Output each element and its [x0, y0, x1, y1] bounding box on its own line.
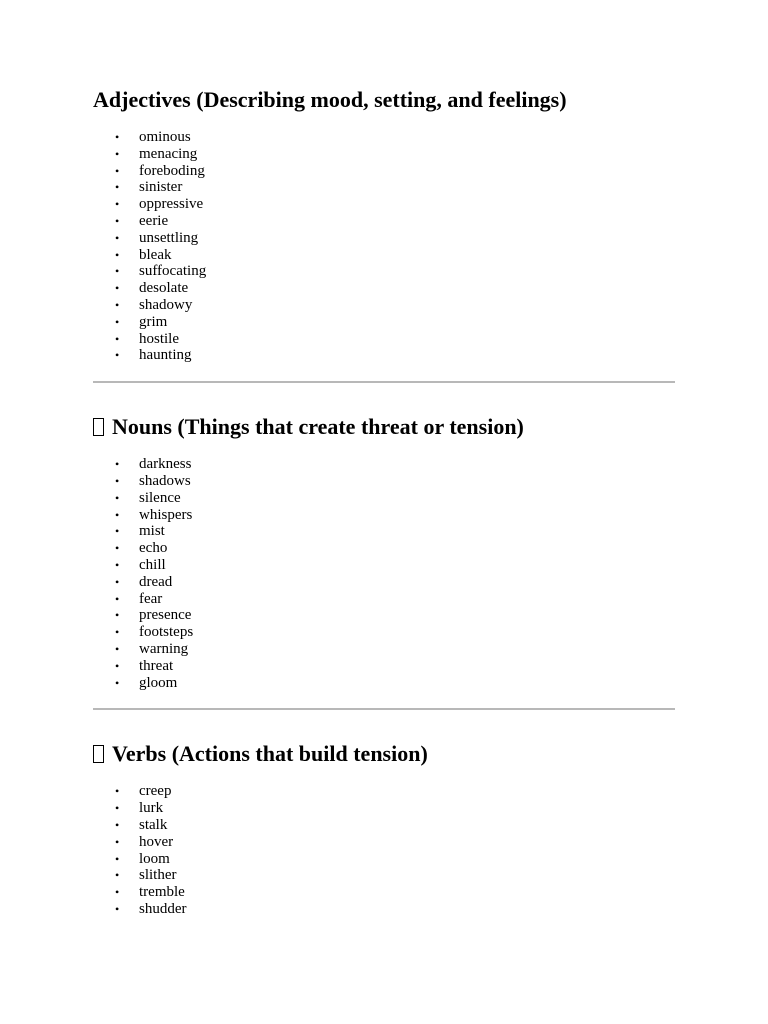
word-list-verbs	[93, 783, 675, 917]
list-item-text: lurk	[139, 800, 164, 817]
section-verbs	[93, 738, 675, 917]
list-item	[93, 247, 675, 264]
list-item	[93, 163, 675, 180]
list-item	[93, 196, 675, 213]
bullet-icon: •	[115, 658, 120, 673]
bullet-icon: •	[115, 507, 120, 522]
list-item-text: stalk	[139, 816, 168, 833]
list-item	[93, 607, 675, 624]
list-item-text: loom	[139, 850, 170, 867]
section-nouns	[93, 411, 675, 691]
section-title-verbs: Verbs (Actions that build tension)	[93, 738, 675, 770]
list-item-text: footsteps	[139, 624, 194, 641]
section-title-nouns: Nouns (Things that create threat or tension)	[93, 411, 675, 443]
list-item-text: darkness	[139, 456, 192, 473]
bullet-icon: •	[115, 331, 120, 346]
list-item-text: echo	[139, 540, 168, 557]
list-item	[93, 507, 675, 524]
list-item	[93, 834, 675, 851]
list-item	[93, 591, 675, 608]
list-item-text: hover	[139, 833, 174, 850]
list-item	[93, 213, 675, 230]
list-item-text: creep	[139, 783, 172, 800]
list-item-text: mist	[139, 523, 165, 540]
list-item	[93, 314, 675, 331]
list-item	[93, 851, 675, 868]
bullet-icon: •	[115, 574, 120, 589]
bullet-icon: •	[115, 641, 120, 656]
bullet-icon: •	[115, 264, 120, 279]
list-item	[93, 331, 675, 348]
bullet-icon: •	[115, 901, 120, 916]
list-item	[93, 297, 675, 314]
bullet-icon: •	[115, 834, 120, 849]
list-item	[93, 280, 675, 297]
list-item-text: unsettling	[139, 229, 199, 246]
list-item	[93, 901, 675, 918]
bullet-icon: •	[115, 247, 120, 262]
list-item-text: grim	[139, 313, 168, 330]
list-item-text: gloom	[139, 674, 178, 691]
list-item	[93, 783, 675, 800]
bullet-icon: •	[115, 625, 120, 640]
list-item-text: tremble	[139, 884, 185, 901]
list-item	[93, 574, 675, 591]
list-item-text: ominous	[139, 129, 191, 145]
bullet-icon: •	[115, 675, 120, 690]
list-item-text: threat	[139, 657, 174, 674]
list-item-text: warning	[139, 640, 189, 657]
list-item-text: desolate	[139, 280, 189, 297]
bullet-icon: •	[115, 473, 120, 488]
bullet-icon: •	[115, 784, 120, 799]
list-item-text: menacing	[139, 145, 198, 162]
list-item-text: suffocating	[139, 263, 207, 280]
bullet-icon: •	[115, 541, 120, 556]
list-item-text: sinister	[139, 179, 183, 196]
list-item-text: foreboding	[139, 162, 205, 179]
list-item-text: silence	[139, 489, 181, 506]
bullet-icon: •	[115, 817, 120, 832]
list-item	[93, 456, 675, 473]
list-item-text: eerie	[139, 212, 169, 229]
section-title-adjectives: Adjectives (Describing mood, setting, and feelings)	[93, 87, 567, 112]
list-item	[93, 675, 675, 692]
list-item-text: chill	[139, 556, 166, 573]
list-item	[93, 146, 675, 163]
list-item	[93, 540, 675, 557]
bullet-icon: •	[115, 163, 120, 178]
bullet-icon: •	[115, 608, 120, 623]
list-item-text: presence	[139, 607, 192, 624]
list-item-text: bleak	[139, 246, 172, 263]
list-item-text: shadowy	[139, 296, 193, 313]
list-item	[93, 557, 675, 574]
list-item	[93, 179, 675, 196]
list-item-text: whispers	[139, 506, 193, 523]
bullet-icon: •	[115, 213, 120, 228]
missing-glyph-icon	[93, 418, 104, 436]
list-item	[93, 641, 675, 658]
bullet-icon: •	[115, 297, 120, 312]
list-item-text: fear	[139, 590, 163, 607]
bullet-icon: •	[115, 314, 120, 329]
list-item	[93, 867, 675, 884]
list-item	[93, 884, 675, 901]
list-item	[93, 490, 675, 507]
list-item	[93, 817, 675, 834]
section-divider	[93, 708, 675, 710]
bullet-icon: •	[115, 130, 120, 144]
bullet-icon: •	[115, 885, 120, 900]
list-item	[93, 347, 675, 364]
word-list-adjectives	[93, 129, 675, 364]
bullet-icon: •	[115, 868, 120, 883]
bullet-icon: •	[115, 801, 120, 816]
list-item-text: slither	[139, 867, 177, 884]
list-item	[93, 473, 675, 490]
list-item	[93, 129, 675, 146]
list-item-text: shudder	[139, 900, 187, 917]
section-divider	[93, 381, 675, 383]
list-item-text: oppressive	[139, 196, 204, 213]
list-item	[93, 624, 675, 641]
bullet-icon: •	[115, 230, 120, 245]
list-item-text: dread	[139, 573, 173, 590]
bullet-icon: •	[115, 146, 120, 161]
list-item-text: haunting	[139, 347, 192, 364]
missing-glyph-icon	[93, 745, 104, 763]
bullet-icon: •	[115, 591, 120, 606]
list-item	[93, 263, 675, 280]
list-item-text: shadows	[139, 472, 191, 489]
bullet-icon: •	[115, 197, 120, 212]
list-item	[93, 230, 675, 247]
document-page	[93, 84, 675, 918]
word-list-nouns	[93, 456, 675, 691]
bullet-icon: •	[115, 851, 120, 866]
bullet-icon: •	[115, 524, 120, 539]
list-item-text: hostile	[139, 330, 179, 347]
list-item	[93, 800, 675, 817]
bullet-icon: •	[115, 457, 120, 472]
list-item	[93, 658, 675, 675]
bullet-icon: •	[115, 490, 120, 505]
section-adjectives	[93, 84, 675, 364]
bullet-icon: •	[115, 180, 120, 195]
bullet-icon: •	[115, 281, 120, 296]
bullet-icon: •	[115, 557, 120, 572]
list-item	[93, 523, 675, 540]
bullet-icon: •	[115, 348, 120, 363]
